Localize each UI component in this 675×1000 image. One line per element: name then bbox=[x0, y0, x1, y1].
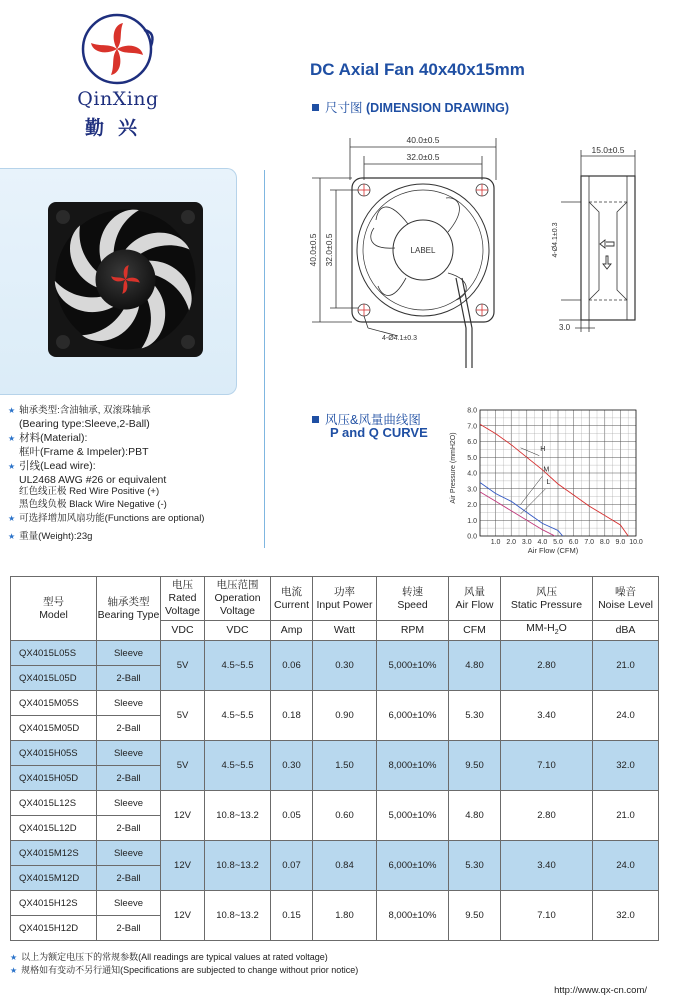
spec-lead-title: 引线(Lead wire): bbox=[19, 460, 96, 472]
table-row bbox=[11, 641, 659, 666]
pressure-cell: 7.10 bbox=[501, 891, 593, 941]
pressure-cell: 2.80 bbox=[501, 791, 593, 841]
header-cn: 转速 bbox=[402, 585, 423, 598]
flow-cell: 9.50 bbox=[449, 891, 501, 941]
x-tick-label: 9.0 bbox=[615, 539, 626, 546]
table-header-row bbox=[11, 577, 659, 621]
y-tick-label: 0.0 bbox=[467, 533, 477, 541]
header-en: Operation Voltage bbox=[214, 592, 261, 617]
voltage-cell: 5V bbox=[161, 641, 205, 691]
spec-functions bbox=[8, 513, 258, 526]
unit-cell: VDC bbox=[161, 621, 205, 641]
dim-side-hole: 4-Ø4.1±0.3 bbox=[552, 222, 559, 258]
unit-cell: dBA bbox=[593, 621, 659, 641]
curve-label-cn: 风压&风量曲线图 bbox=[325, 413, 421, 427]
spec-bearing-en: (Bearing type:Sleeve,2-Ball) bbox=[19, 417, 150, 430]
star-bullet-icon: ★ bbox=[8, 434, 16, 443]
speed-cell: 6,000±10% bbox=[377, 691, 449, 741]
footnotes bbox=[10, 951, 358, 977]
dim-side-width: 15.0±0.5 bbox=[591, 145, 625, 155]
footnote-2-text: 规格如有变动不另行通知(Specifications are subjected to change without prior notice) bbox=[21, 965, 359, 975]
x-axis-label: Air Flow (CFM) bbox=[527, 546, 579, 555]
side-dimension-drawing bbox=[545, 140, 645, 340]
bearing-cell: 2-Ball bbox=[97, 716, 161, 741]
pressure-cell: 7.10 bbox=[501, 741, 593, 791]
noise-cell: 21.0 bbox=[593, 791, 659, 841]
flow-cell: 4.80 bbox=[449, 791, 501, 841]
current-cell: 0.18 bbox=[271, 691, 313, 741]
header-en: Input Power bbox=[316, 598, 373, 611]
header-cell bbox=[449, 577, 501, 621]
model-cell: QX4015M05D bbox=[11, 716, 97, 741]
unit-cell: VDC bbox=[205, 621, 271, 641]
unit-cell: Watt bbox=[313, 621, 377, 641]
range-cell: 10.8~13.2 bbox=[205, 841, 271, 891]
header-cn: 电流 bbox=[281, 585, 302, 598]
header-cell bbox=[271, 577, 313, 621]
current-cell: 0.06 bbox=[271, 641, 313, 691]
model-cell: QX4015M12D bbox=[11, 866, 97, 891]
spec-lead-wire bbox=[8, 460, 258, 511]
square-bullet-icon bbox=[312, 104, 319, 111]
bearing-cell: Sleeve bbox=[97, 691, 161, 716]
header-cn: 轴承类型 bbox=[107, 595, 150, 608]
voltage-cell: 12V bbox=[161, 891, 205, 941]
spec-list bbox=[8, 405, 258, 545]
speed-cell: 5,000±10% bbox=[377, 791, 449, 841]
square-bullet-icon bbox=[312, 416, 319, 423]
header-cell bbox=[501, 577, 593, 621]
model-cell: QX4015H12S bbox=[11, 891, 97, 916]
table-row bbox=[11, 891, 659, 916]
flow-cell: 9.50 bbox=[449, 741, 501, 791]
header-en: Current bbox=[273, 598, 309, 611]
divider-line bbox=[264, 170, 265, 548]
header-cn: 电压范围 bbox=[216, 579, 259, 591]
bearing-cell: Sleeve bbox=[97, 741, 161, 766]
series-label-H: H bbox=[540, 445, 546, 453]
bearing-cell: Sleeve bbox=[97, 841, 161, 866]
flow-cell: 5.30 bbox=[449, 691, 501, 741]
star-bullet-icon: ★ bbox=[8, 406, 16, 415]
header-cn: 型号 bbox=[43, 595, 64, 608]
x-tick-label: 2.0 bbox=[506, 539, 517, 546]
x-tick-label: 3.0 bbox=[521, 539, 532, 546]
series-label-L: L bbox=[546, 479, 551, 487]
model-cell: QX4015H05S bbox=[11, 741, 97, 766]
model-cell: QX4015H12D bbox=[11, 916, 97, 941]
spec-bearing bbox=[8, 405, 258, 430]
flow-cell: 5.30 bbox=[449, 841, 501, 891]
table-row bbox=[11, 841, 659, 866]
noise-cell: 21.0 bbox=[593, 641, 659, 691]
series-leader-line bbox=[521, 476, 543, 504]
y-tick-label: 5.0 bbox=[467, 454, 477, 462]
header-cell bbox=[11, 577, 97, 641]
current-cell: 0.15 bbox=[271, 891, 313, 941]
header-en: Bearing Type bbox=[97, 608, 160, 621]
y-tick-label: 2.0 bbox=[467, 502, 477, 509]
unit-cell: $MM-H_2O$ bbox=[501, 621, 593, 641]
label-text: LABEL bbox=[410, 246, 436, 255]
bearing-cell: Sleeve bbox=[97, 791, 161, 816]
model-cell: QX4015L12D bbox=[11, 816, 97, 841]
spec-material-detail: 框叶(Frame & Impeler):PBT bbox=[19, 445, 149, 458]
power-cell: 1.50 bbox=[313, 741, 377, 791]
bearing-cell: 2-Ball bbox=[97, 666, 161, 691]
header-en: Model bbox=[39, 608, 68, 621]
bearing-cell: 2-Ball bbox=[97, 916, 161, 941]
dim-top-inner: 32.0±0.5 bbox=[406, 152, 440, 162]
header-cn: 风压 bbox=[536, 585, 557, 598]
x-tick-label: 5.0 bbox=[553, 539, 563, 546]
range-cell: 4.5~5.5 bbox=[205, 641, 271, 691]
series-leader-line bbox=[521, 489, 546, 514]
dim-left-inner: 32.0±0.5 bbox=[324, 233, 334, 267]
spec-functions-text: 可选择增加风扇功能(Functions are optional) bbox=[19, 513, 205, 524]
noise-cell: 32.0 bbox=[593, 741, 659, 791]
header-cell bbox=[161, 577, 205, 621]
dimension-label-en: (DIMENSION DRAWING) bbox=[366, 101, 510, 115]
model-cell: QX4015M05S bbox=[11, 691, 97, 716]
header-en: Noise Level bbox=[598, 598, 653, 611]
header-cn: 功率 bbox=[334, 585, 355, 598]
header-cell bbox=[205, 577, 271, 621]
dimension-label-cn: 尺寸图 bbox=[325, 101, 363, 115]
header-cell bbox=[377, 577, 449, 621]
header-cell bbox=[97, 577, 161, 641]
page-title: DC Axial Fan 40x40x15mm bbox=[310, 60, 525, 79]
spec-material bbox=[8, 432, 258, 458]
x-tick-label: 6.0 bbox=[568, 539, 579, 546]
dim-side-rim: 3.0 bbox=[559, 323, 571, 332]
model-cell: QX4015L12S bbox=[11, 791, 97, 816]
brand-logo bbox=[76, 10, 158, 92]
header-en: Speed bbox=[397, 598, 428, 611]
speed-cell: 8,000±10% bbox=[377, 891, 449, 941]
series-line-H bbox=[480, 424, 628, 536]
spec-bearing-cn: 轴承类型:含油轴承, 双滚珠轴承 bbox=[19, 405, 151, 416]
power-cell: 0.60 bbox=[313, 791, 377, 841]
x-tick-label: 1.0 bbox=[490, 539, 501, 546]
curve-section-heading-en: P and Q CURVE bbox=[330, 425, 428, 440]
header-cn: 风量 bbox=[464, 585, 485, 598]
voltage-cell: 5V bbox=[161, 741, 205, 791]
dim-left-outer: 40.0±0.5 bbox=[308, 233, 318, 267]
range-cell: 4.5~5.5 bbox=[205, 741, 271, 791]
y-axis-label: Air Pressure (mmH2O) bbox=[450, 432, 457, 504]
model-cell: QX4015H05D bbox=[11, 766, 97, 791]
header-en: Air Flow bbox=[455, 598, 494, 611]
table-row bbox=[11, 791, 659, 816]
range-cell: 10.8~13.2 bbox=[205, 791, 271, 841]
unit-cell: Amp bbox=[271, 621, 313, 641]
header-cell bbox=[313, 577, 377, 621]
series-label-M: M bbox=[543, 466, 550, 474]
product-photo bbox=[48, 202, 203, 361]
speed-cell: 6,000±10% bbox=[377, 841, 449, 891]
current-cell: 0.07 bbox=[271, 841, 313, 891]
current-cell: 0.30 bbox=[271, 741, 313, 791]
dim-hole: 4-Ø4.1±0.3 bbox=[382, 335, 417, 342]
power-cell: 0.30 bbox=[313, 641, 377, 691]
range-cell: 4.5~5.5 bbox=[205, 691, 271, 741]
bearing-cell: Sleeve bbox=[97, 641, 161, 666]
spec-table bbox=[10, 576, 659, 941]
pressure-cell: 3.40 bbox=[501, 841, 593, 891]
table-row bbox=[11, 691, 659, 716]
star-bullet-icon: ★ bbox=[8, 514, 16, 523]
x-tick-label: 8.0 bbox=[599, 539, 610, 546]
unit-cell: RPM bbox=[377, 621, 449, 641]
y-tick-label: 6.0 bbox=[467, 439, 477, 446]
unit-text: O bbox=[558, 621, 567, 634]
spec-lead-red: 红色线正极 Red Wire Positive (+) bbox=[19, 486, 160, 497]
series-line-L bbox=[480, 492, 555, 536]
speed-cell: 5,000±10% bbox=[377, 641, 449, 691]
power-cell: 1.80 bbox=[313, 891, 377, 941]
y-tick-label: 3.0 bbox=[467, 486, 477, 494]
header-en: Rated Voltage bbox=[164, 592, 201, 617]
x-tick-label: 10.0 bbox=[629, 539, 643, 546]
star-bullet-icon: ★ bbox=[8, 531, 16, 541]
spec-weight-text: 重量(Weight):23g bbox=[19, 530, 93, 542]
y-tick-label: 7.0 bbox=[467, 423, 477, 431]
noise-cell: 32.0 bbox=[593, 891, 659, 941]
header-en: Static Pressure bbox=[510, 598, 583, 611]
bearing-cell: 2-Ball bbox=[97, 866, 161, 891]
website-url: http://www.qx-cn.com/ bbox=[554, 985, 647, 996]
unit-cell: CFM bbox=[449, 621, 501, 641]
spec-weight bbox=[8, 531, 258, 544]
flow-cell: 4.80 bbox=[449, 641, 501, 691]
dimension-section-heading bbox=[312, 98, 509, 116]
bearing-cell: 2-Ball bbox=[97, 816, 161, 841]
star-bullet-icon: ★ bbox=[10, 953, 18, 962]
spec-material-title: 材料(Material): bbox=[19, 432, 88, 444]
dim-top-outer: 40.0±0.5 bbox=[406, 135, 440, 145]
y-tick-label: 8.0 bbox=[467, 407, 477, 415]
footnote-1 bbox=[10, 951, 358, 964]
unit-text: MM-H bbox=[526, 621, 555, 634]
power-cell: 0.90 bbox=[313, 691, 377, 741]
power-cell: 0.84 bbox=[313, 841, 377, 891]
y-tick-label: 1.0 bbox=[467, 517, 477, 525]
bearing-cell: Sleeve bbox=[97, 891, 161, 916]
footnote-1-text: 以上为额定电压下的常规参数(All readings are typical values at rated voltage) bbox=[21, 952, 328, 962]
fan-photo-icon bbox=[48, 202, 203, 357]
noise-cell: 24.0 bbox=[593, 841, 659, 891]
voltage-cell: 5V bbox=[161, 691, 205, 741]
x-tick-label: 7.0 bbox=[584, 539, 595, 546]
front-dimension-drawing bbox=[298, 128, 528, 368]
model-cell: QX4015L05S bbox=[11, 641, 97, 666]
model-cell: QX4015M12S bbox=[11, 841, 97, 866]
brand-name: QinXing bbox=[77, 88, 159, 110]
x-tick-label: 4.0 bbox=[537, 539, 548, 546]
range-cell: 10.8~13.2 bbox=[205, 891, 271, 941]
brand-name-cn: 勤兴 bbox=[84, 117, 151, 139]
pressure-cell: 3.40 bbox=[501, 691, 593, 741]
spec-lead-awg: UL2468 AWG #26 or equivalent bbox=[19, 473, 167, 486]
speed-cell: 8,000±10% bbox=[377, 741, 449, 791]
bearing-cell: 2-Ball bbox=[97, 766, 161, 791]
table-row bbox=[11, 741, 659, 766]
pressure-cell: 2.80 bbox=[501, 641, 593, 691]
star-bullet-icon: ★ bbox=[10, 966, 18, 975]
spec-lead-black: 黑色线负极 Black Wire Negative (-) bbox=[19, 498, 167, 510]
voltage-cell: 12V bbox=[161, 791, 205, 841]
model-cell: QX4015L05D bbox=[11, 666, 97, 691]
noise-cell: 24.0 bbox=[593, 691, 659, 741]
pinwheel-logo-icon bbox=[76, 10, 158, 88]
y-tick-label: 4.0 bbox=[467, 470, 477, 478]
pq-curve-chart bbox=[448, 402, 648, 558]
header-cn: 电压 bbox=[172, 579, 193, 591]
star-bullet-icon: ★ bbox=[8, 462, 16, 471]
current-cell: 0.05 bbox=[271, 791, 313, 841]
header-cell bbox=[593, 577, 659, 621]
voltage-cell: 12V bbox=[161, 841, 205, 891]
footnote-2 bbox=[10, 964, 358, 977]
header-cn: 噪音 bbox=[615, 585, 636, 598]
